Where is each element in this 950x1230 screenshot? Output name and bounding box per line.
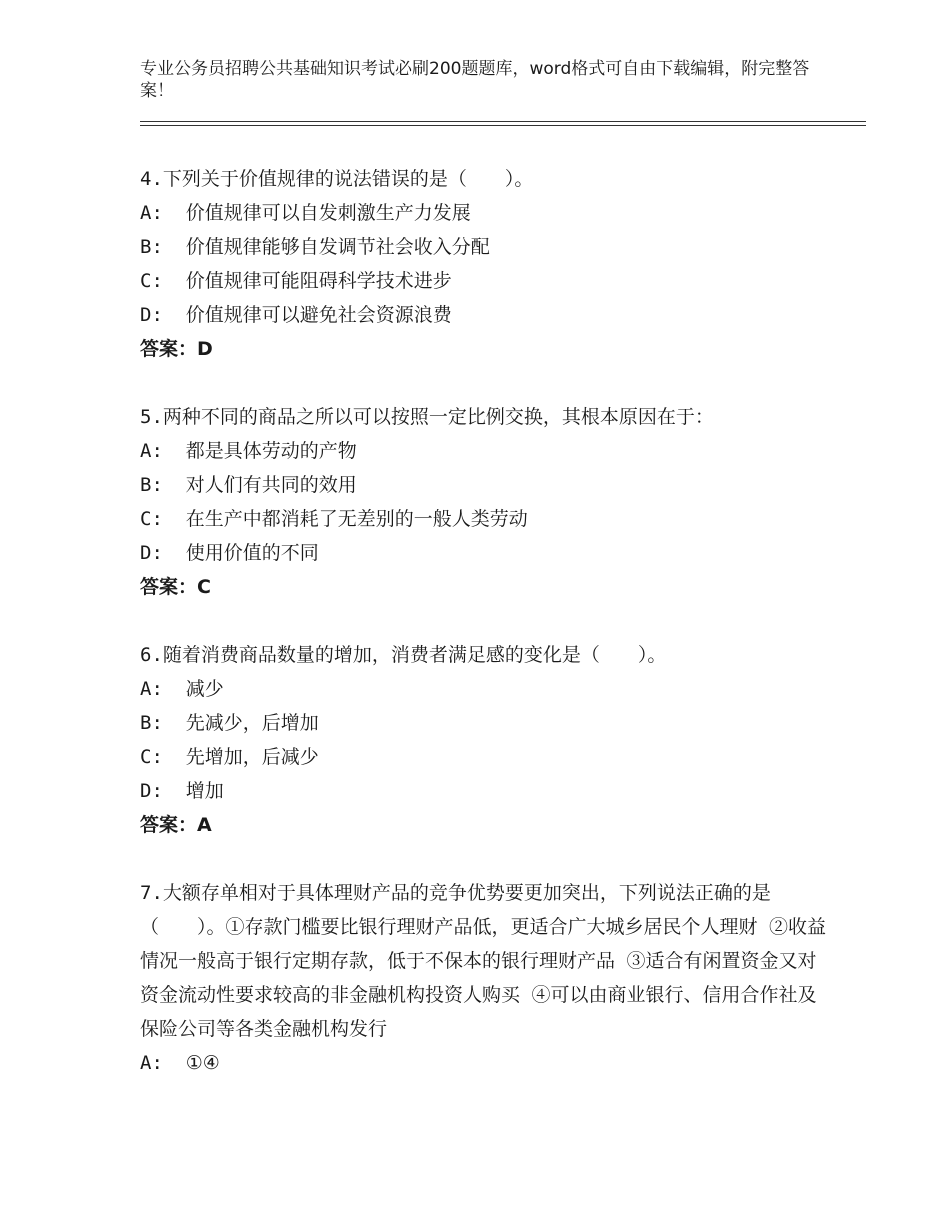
question-stem: 4.下列关于价值规律的说法错误的是（ ）。 xyxy=(140,168,534,190)
question-4 xyxy=(140,162,830,366)
option-b: B: 对人们有共同的效用 xyxy=(140,474,357,496)
option-c: C: 在生产中都消耗了无差别的一般人类劳动 xyxy=(140,508,528,530)
option-b: B: 价值规律能够自发调节社会收入分配 xyxy=(140,236,490,258)
question-stem: 5.两种不同的商品之所以可以按照一定比例交换，其根本原因在于： xyxy=(140,406,714,428)
question-5 xyxy=(140,400,830,604)
option-d: D: 增加 xyxy=(140,780,224,802)
question-7 xyxy=(140,876,830,1080)
option-d: D: 价值规律可以避免社会资源浪费 xyxy=(140,304,452,326)
answer-line: 答案：C xyxy=(140,576,211,598)
answer-line: 答案：D xyxy=(140,338,213,360)
document-header: 专业公务员招聘公共基础知识考试必刷200题题库，word格式可自由下载编辑，附完整答案！ xyxy=(140,59,810,101)
option-a: A: ①④ xyxy=(140,1052,220,1074)
answer-line: 答案：A xyxy=(140,814,212,836)
header-rule-thick xyxy=(140,121,866,122)
question-6 xyxy=(140,638,830,842)
option-a: A: 减少 xyxy=(140,678,224,700)
option-c: C: 价值规律可能阻碍科学技术进步 xyxy=(140,270,452,292)
question-list xyxy=(140,162,830,1114)
question-stem: 7.大额存单相对于具体理财产品的竞争优势要更加突出，下列说法正确的是（ ）。①存款门槛要比银行理财产品低，更适合广大城乡居民个人理财 ②收益情况一般高于银行定期存款，低于不保本的银行理财产品 ③适合有闲置资金又对资金流动性要求较高的非金融机构投资人购买 ④可以由商业银行、信用合作社及保险公司等各类金融机构发行 xyxy=(140,882,826,1040)
option-a: A: 都是具体劳动的产物 xyxy=(140,440,357,462)
option-c: C: 先增加，后减少 xyxy=(140,746,319,768)
option-b: B: 先减少，后增加 xyxy=(140,712,319,734)
option-d: D: 使用价值的不同 xyxy=(140,542,319,564)
header-rule-thin xyxy=(140,125,866,126)
option-a: A: 价值规律可以自发刺激生产力发展 xyxy=(140,202,471,224)
question-stem: 6.随着消费商品数量的增加，消费者满足感的变化是（ ）。 xyxy=(140,644,667,666)
